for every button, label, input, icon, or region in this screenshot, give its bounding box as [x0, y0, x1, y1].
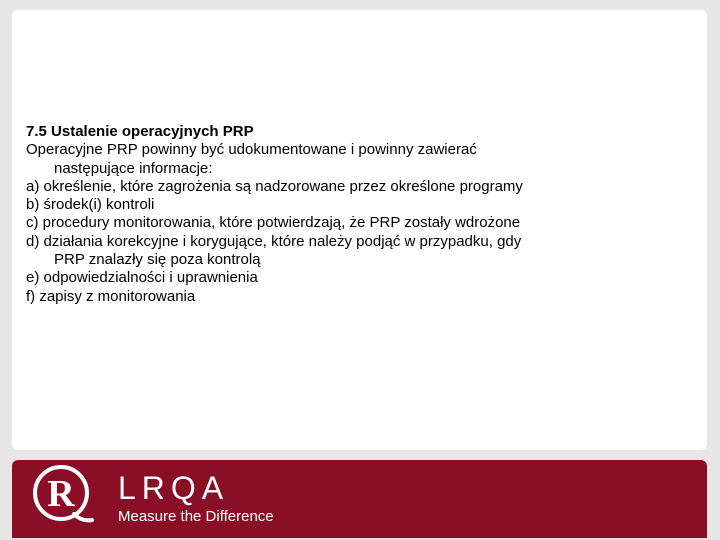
list-item-c: c) procedury monitorowania, które potwierdzają, że PRP zostały wdrożone: [26, 214, 521, 232]
list-item-b: b) środek(i) kontroli: [26, 196, 155, 214]
text-block: [26, 123, 696, 306]
brand-tagline: Measure the Difference: [118, 508, 274, 525]
list-item-f: f) zapisy z monitorowania: [26, 287, 196, 305]
intro-text-line: następujące informacje:: [54, 159, 213, 177]
content-panel: [12, 10, 707, 450]
brand-name: LRQA: [118, 470, 230, 506]
list-item-a: a) określenie, które zagrożenia są nadzorowane przez określone programy: [26, 177, 523, 195]
slide-heading: 7.5 Ustalenie operacyjnych PRP: [26, 123, 254, 140]
logo-letter: R: [47, 473, 75, 515]
lrqa-logo-icon: [30, 462, 96, 528]
list-item-d: d) działania korekcyjne i korygujące, które należy podjąć w przypadku, gdy: [26, 232, 522, 250]
list-item-e: e) odpowiedzialności i uprawnienia: [26, 269, 258, 287]
list-item-d-continuation: PRP znalazły się poza kontrolą: [54, 251, 261, 269]
intro-text-line: Operacyjne PRP powinny być udokumentowane i powinny zawierać: [26, 141, 477, 159]
footer-banner: [12, 460, 707, 538]
